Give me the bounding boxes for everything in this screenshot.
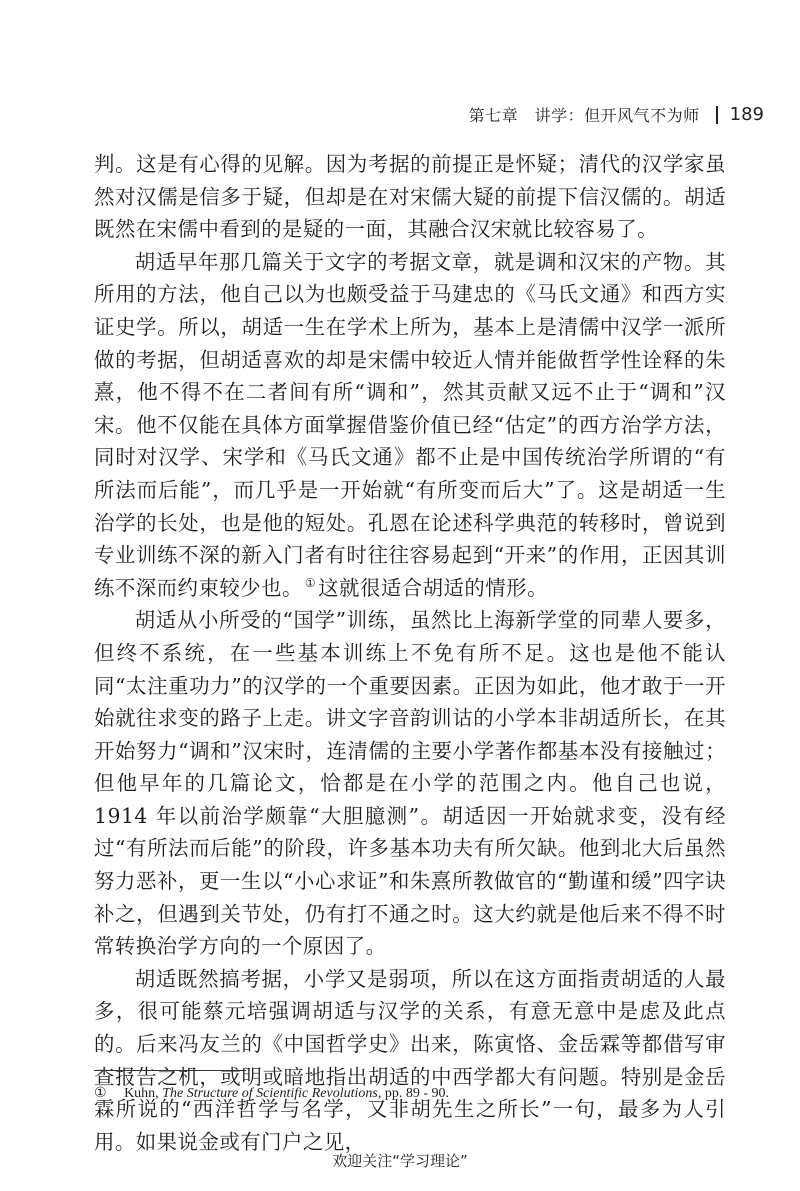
page-number: 189 xyxy=(729,104,764,125)
footnote xyxy=(94,1085,449,1102)
body-text xyxy=(94,148,726,1158)
paragraph-2-text: 胡适早年那几篇关于文字的考据文章，就是调和汉宋的产物。其所用的方法，他自己以为也颇受益于马建忠的《马氏文通》和西方实证史学。所以，胡适一生在学术上所为，基本上是清儒中汉学一派所做的考据，但胡适喜欢的却是宋儒中较近人情并能做哲学性诠释的朱熹，他不得不在二者间有所“调和”，然其贡献又远不止于“调和”汉宋。他不仅能在具体方面掌握借鉴价值已经“估定”的西方治学方法，同时对汉学、宋学和《马氏文通》都不止是中国传统治学所谓的“有所法而后能”，而几乎是一开始就“有所变而后大”了。这是胡适一生治学的长处，也是他的短处。孔恩在论述科学典范的转移时，曾说到专业训练不深的新入门者有时往往容易起到“开来”的作用，正因其训练不深而约束较少也。 xyxy=(94,249,726,600)
footer-note: 欢迎关注“学习理论” xyxy=(332,1152,468,1170)
footnote-mark: ① xyxy=(94,1086,107,1101)
header-divider xyxy=(716,106,718,124)
paragraph-3: 胡适从小所受的“国学”训练，虽然比上海新学堂的同辈人要多，但终不系统，在一些基本训练上不免有所不足。这也是他不能认同“太注重功力”的汉学的一个重要因素。正因为如此，他才敢于一开始就往求变的路子上走。讲文字音韵训诂的小学本非胡适所长，在其开始努力“调和”汉宋时，连清儒的主要小学著作都基本没有接触过；但他早年的几篇论文，恰都是在小学的范围之内。他自己也说，1914 年以前治学颇靠“大胆臆测”。胡适因一开始就求变，没有经过“有所法而后能”的阶段，许多基本功夫有所欠缺。他到北大后虽然努力恶补，更一生以“小心求证”和朱熹所教做官的“勤谨和缓”四字诀补之，但遇到关节处，仍有打不通之时。这大约就是他后来不得不时常转换治学方向的一个原因了。 xyxy=(94,608,726,959)
paragraph-2-tail: 这就很适合胡适的情形。 xyxy=(318,575,548,600)
footnote-author: Kuhn, xyxy=(124,1086,159,1101)
paragraph-4: 胡适既然搞考据，小学又是弱项，所以在这方面指责胡适的人最多，很可能蔡元培强调胡适与汉学的关系，有意无意中是虑及此点的。后来冯友兰的《中国哲学史》出来，陈寅恪、金岳霖等都借写审查报告之机，或明或暗地指出胡适的中西学都大有问题。特别是金岳霖所说的“西洋哲学与名学，又非胡先生之所长”一句，最多为人引用。如果说金或有门户之见， xyxy=(94,966,726,1154)
footnote-reference[interactable]: ① xyxy=(304,575,317,590)
footnote-divider xyxy=(94,1070,246,1071)
paragraph-2 xyxy=(94,246,726,605)
footnote-pages: , pp. 89 - 90. xyxy=(377,1086,450,1101)
chapter-title: 第七章 讲学：但开风气不为师 xyxy=(468,106,700,125)
running-header xyxy=(469,103,764,126)
footnote-book-title: The Structure of Scientific Revolutions xyxy=(162,1086,378,1101)
paragraph-1: 判。这是有心得的见解。因为考据的前提正是怀疑；清代的汉学家虽然对汉儒是信多于疑，但却是在对宋儒大疑的前提下信汉儒的。胡适既然在宋儒中看到的是疑的一面，其融合汉宋就比较容易了。 xyxy=(94,152,726,242)
